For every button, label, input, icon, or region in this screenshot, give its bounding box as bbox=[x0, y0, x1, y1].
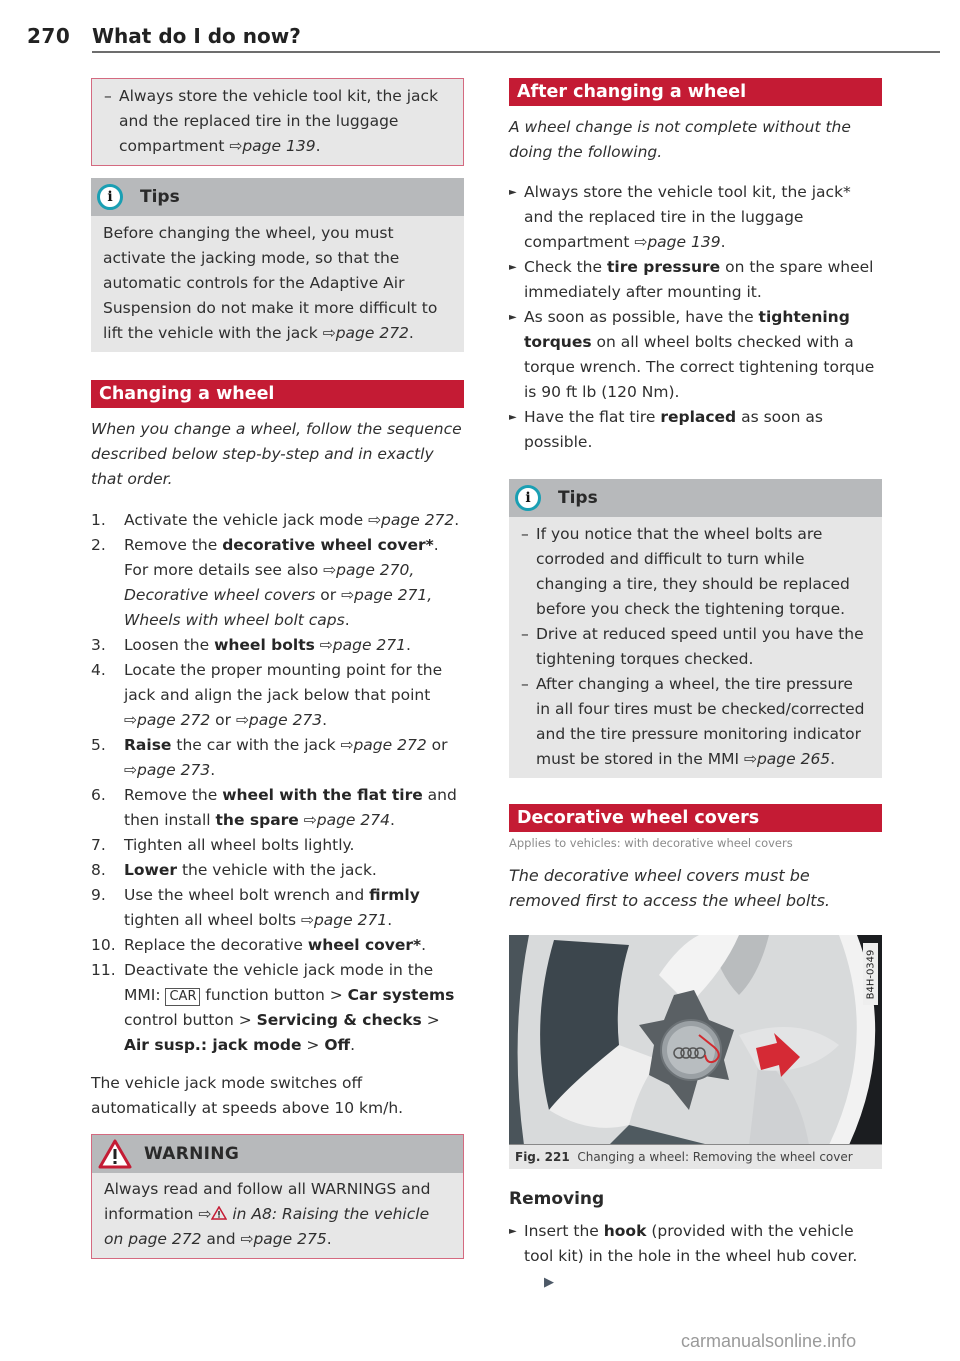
wheel-cover-illustration bbox=[509, 935, 882, 1145]
step-item: 4. Locate the proper mounting point for the jack and align the jack below that point ⇨page 272 or ⇨page 273. bbox=[91, 661, 443, 729]
tips-box bbox=[91, 178, 464, 352]
page-ref-link[interactable]: ⇨page 275 bbox=[240, 1230, 327, 1248]
tip-item: – If you notice that the wheel bolts are corroded and difficult to turn while changing a tire, they should be replaced before you check the tightening torque. bbox=[521, 522, 870, 622]
bullet-triangle-icon: ► bbox=[509, 1226, 517, 1237]
page-ref-link[interactable]: ⇨page 271, Wheels with wheel bolt caps bbox=[124, 586, 433, 629]
tips-body: Before changing the wheel, you must activate the jacking mode, so that the automatic controls for the Adaptive Air Suspension do not make it more difficult to lift the vehicle with the jack ⇨page 272. bbox=[103, 224, 438, 342]
warning-triangle-small-icon bbox=[211, 1206, 227, 1220]
step-item: 6. Remove the wheel with the flat tire and then install the spare ⇨page 274. bbox=[91, 786, 457, 829]
page-number: 270 bbox=[27, 24, 71, 48]
step-item: 11. Deactivate the vehicle jack mode in the MMI: CAR function button > Car systems control button > Servicing & checks > Air susp.: jack mode > Off. bbox=[91, 961, 455, 1054]
tips-header bbox=[91, 178, 464, 216]
bullet-triangle-icon: ► bbox=[509, 412, 517, 423]
after-list bbox=[509, 180, 882, 455]
page-ref-link[interactable]: ⇨page 265 bbox=[743, 750, 831, 768]
page-ref-link[interactable]: ⇨page 271 bbox=[300, 911, 388, 929]
figure-caption: Fig. 221 Changing a wheel: Removing the wheel cover bbox=[509, 1145, 882, 1169]
tips-body bbox=[509, 517, 882, 778]
section-intro: A wheel change is not complete without the doing the following. bbox=[509, 118, 851, 161]
list-item: ► As soon as possible, have the tightening torques on all wheel bolts checked with a torque wrench. The correct tightening torque is 90 ft lb (120 Nm). bbox=[509, 305, 882, 405]
warning-box bbox=[91, 1134, 464, 1259]
step-item: 2. Remove the decorative wheel cover*. For more details see also ⇨page 270, Decorative wheel covers or ⇨page 271, Wheels with wheel bolt caps. bbox=[91, 536, 439, 629]
section-heading-after-changing: After changing a wheel bbox=[509, 78, 882, 106]
page-ref-link[interactable]: ⇨page 273 bbox=[124, 761, 211, 779]
steps-list bbox=[91, 508, 464, 1058]
tips-label: Tips bbox=[140, 187, 180, 207]
wheel-illustration-image bbox=[509, 935, 882, 1145]
watermark: carmanualsonline.info bbox=[681, 1331, 857, 1351]
tips-box bbox=[509, 479, 882, 778]
page-ref-link[interactable]: ⇨page 272 bbox=[340, 736, 427, 754]
figure-221 bbox=[509, 935, 882, 1169]
page-ref-link[interactable]: ⇨page 274 bbox=[303, 811, 390, 829]
page-ref-link[interactable]: ⇨page 270, Decorative wheel covers bbox=[124, 561, 415, 604]
left-column bbox=[91, 78, 464, 1259]
step-item: 7. Tighten all wheel bolts lightly. bbox=[91, 836, 355, 854]
page-ref-link[interactable]: ⇨ in A8: Raising the vehicle on page 272 bbox=[104, 1205, 430, 1248]
removing-list bbox=[509, 1219, 882, 1295]
step-item: 8. Lower the vehicle with the jack. bbox=[91, 861, 377, 879]
list-item: ► Check the tire pressure on the spare wheel immediately after mounting it. bbox=[509, 255, 882, 305]
list-item: ► Insert the hook (provided with the vehicle tool kit) in the hole in the wheel hub cover.▶ bbox=[509, 1219, 882, 1295]
section-intro: The decorative wheel covers must be removed first to access the wheel bolts. bbox=[509, 866, 830, 910]
step-item: 9. Use the wheel bolt wrench and firmly tighten all wheel bolts ⇨page 271. bbox=[91, 886, 420, 929]
step-item: 1. Activate the vehicle jack mode ⇨page 272. bbox=[91, 511, 460, 529]
page-ref-link[interactable]: ⇨page 272 bbox=[322, 324, 409, 342]
section-heading-decorative-covers: Decorative wheel covers bbox=[509, 804, 882, 832]
list-item: ► Always store the vehicle tool kit, the jack* and the replaced tire in the luggage compartment ⇨page 139. bbox=[509, 180, 882, 255]
jack-mode-note: The vehicle jack mode switches off automatically at speeds above 10 km/h. bbox=[91, 1074, 404, 1117]
tip-item: – Drive at reduced speed until you have the tightening torques checked. bbox=[521, 622, 870, 672]
page-header bbox=[27, 18, 940, 52]
tips-label: Tips bbox=[558, 488, 598, 508]
info-icon: i bbox=[515, 485, 541, 511]
section-heading-changing-wheel: Changing a wheel bbox=[91, 380, 464, 408]
bullet-triangle-icon: ► bbox=[509, 312, 517, 323]
tip-item: – After changing a wheel, the tire pressure in all four tires must be checked/corrected and the tire pressure monitoring indicator must be stored in the MMI ⇨page 265. bbox=[521, 672, 870, 772]
note-item: – Always store the vehicle tool kit, the jack and the replaced tire in the luggage compartment ⇨page 139. bbox=[104, 84, 451, 159]
step-item: 10. Replace the decorative wheel cover*. bbox=[91, 936, 427, 954]
bullet-triangle-icon: ► bbox=[509, 262, 517, 273]
page-ref-link[interactable]: ⇨page 272 bbox=[368, 511, 455, 529]
continue-arrow-icon: ▶ bbox=[544, 1275, 554, 1290]
header-rule bbox=[92, 51, 940, 53]
bullet-triangle-icon: ► bbox=[509, 187, 517, 198]
step-item: 5. Raise the car with the jack ⇨page 272 or ⇨page 273. bbox=[91, 736, 448, 779]
warning-body: Always read and follow all WARNINGS and information ⇨ in A8: Raising the vehicle on page 272 and ⇨page 275. bbox=[104, 1180, 431, 1248]
note-box bbox=[91, 78, 464, 166]
tips-header bbox=[509, 479, 882, 517]
page-ref-link[interactable]: ⇨page 273 bbox=[235, 711, 323, 729]
list-item: ► Have the flat tire replaced as soon as possible. bbox=[509, 405, 882, 455]
page-ref-link[interactable]: ⇨page 271 bbox=[319, 636, 406, 654]
page-ref-link[interactable]: ⇨page 272 bbox=[124, 711, 211, 729]
warning-triangle-icon bbox=[98, 1139, 132, 1169]
warning-label: WARNING bbox=[144, 1144, 240, 1164]
figure-code: B4H-0349 bbox=[863, 943, 878, 1005]
removing-heading: Removing bbox=[509, 1189, 605, 1209]
page-title: What do I do now? bbox=[92, 24, 301, 48]
warning-header bbox=[92, 1135, 463, 1173]
car-key-label: CAR bbox=[165, 988, 200, 1006]
right-column bbox=[509, 78, 882, 1295]
info-icon: i bbox=[97, 184, 123, 210]
page-ref-link[interactable]: ⇨page 139 bbox=[634, 233, 721, 251]
page-ref-link[interactable]: ⇨page 139 bbox=[229, 137, 316, 155]
section-intro: When you change a wheel, follow the sequence described below step-by-step and in exactly that order. bbox=[91, 420, 462, 488]
applies-to-note: Applies to vehicles: with decorative wheel covers bbox=[509, 836, 793, 850]
step-item: 3. Loosen the wheel bolts ⇨page 271. bbox=[91, 636, 411, 654]
